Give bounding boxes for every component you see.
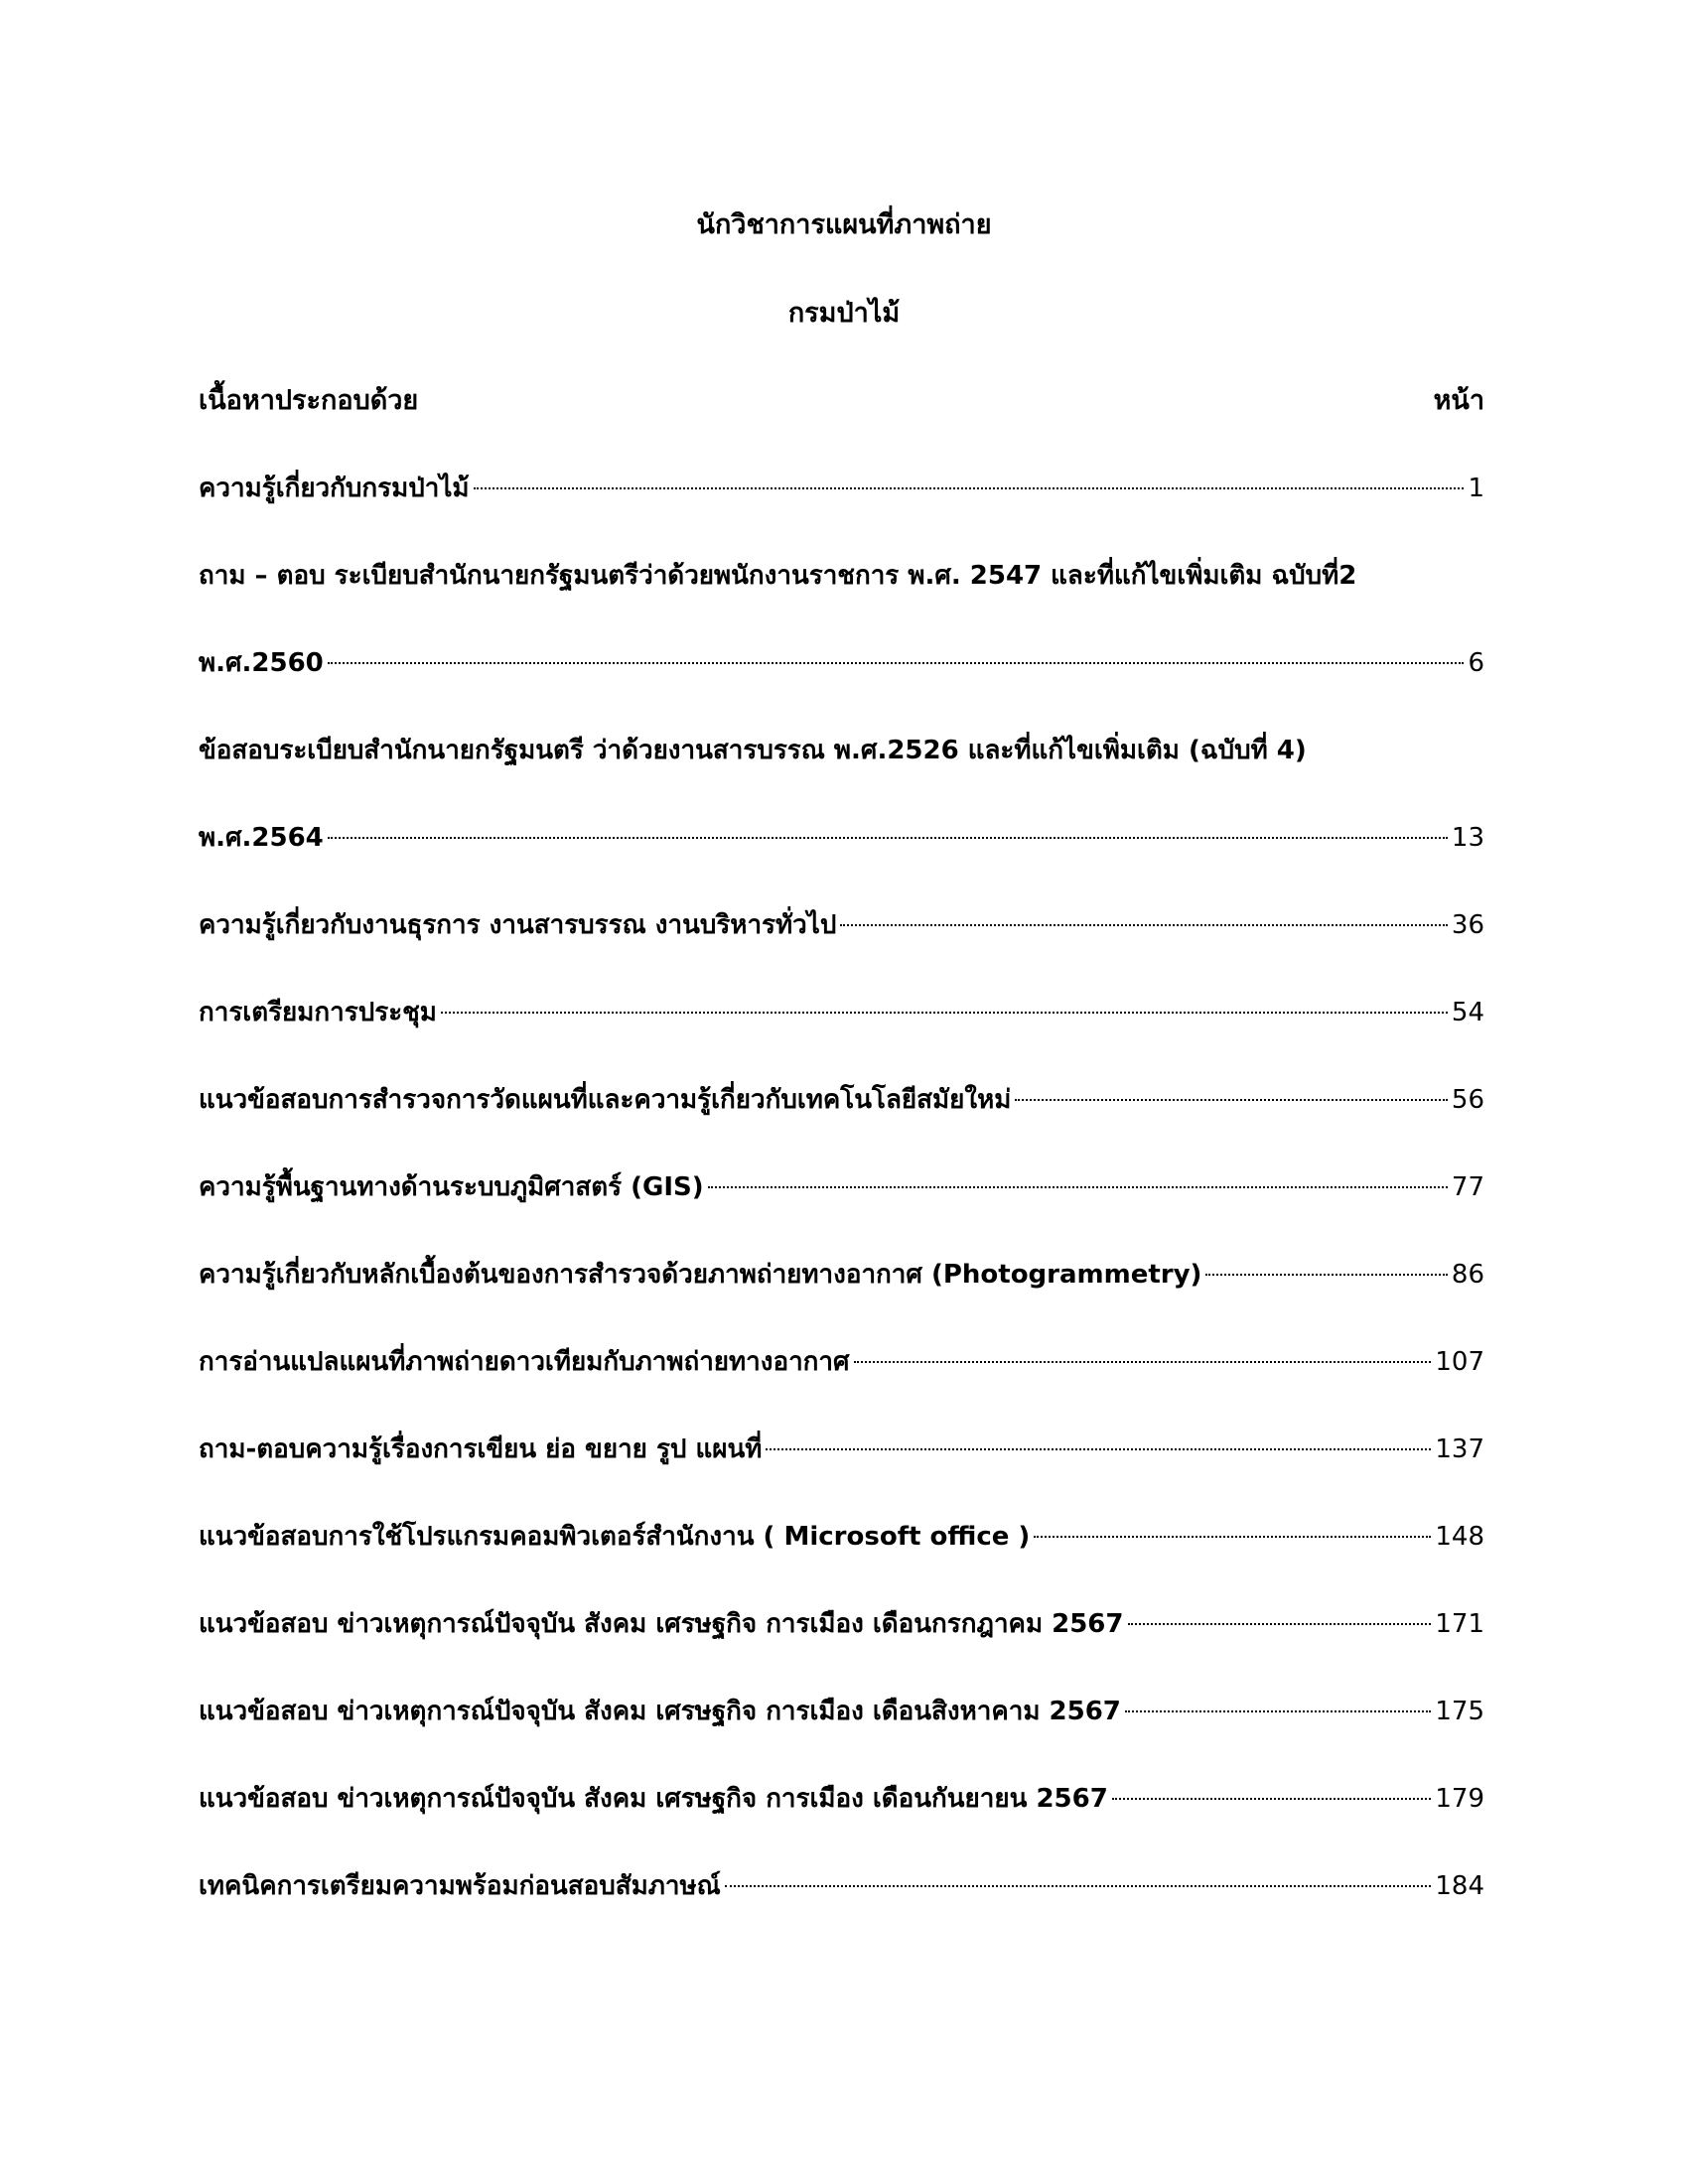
toc-entry-page: 36 [1451,910,1484,940]
toc-entry [199,993,1484,1032]
contents-heading: เนื้อหาประกอบด้วย [199,385,419,416]
toc-entry [199,731,1484,770]
toc-entry-page: 171 [1435,1609,1484,1639]
toc-entry [199,556,1484,596]
dot-leader [725,1885,1432,1887]
dot-leader [1128,1623,1432,1625]
toc-entry-label: แนวข้อสอบ ข่าวเหตุการณ์ปัจจุบัน สังคม เศรษฐกิจ การเมือง เดือนกรกฎาคม 2567 [199,1609,1124,1639]
toc-entry-label: แนวข้อสอบการสำรวจการวัดแผนที่และความรู้เกี่ยวกับเทคโนโลยีสมัยใหม่ [199,1085,1012,1115]
toc-entry [199,1342,1484,1382]
toc-entry-label: เทคนิคการเตรียมความพร้อมก่อนสอบสัมภาษณ์ [199,1871,721,1901]
toc-entry-label: ความรู้พื้นฐานทางด้านระบบภูมิศาสตร์ (GIS) [199,1172,704,1202]
toc-entry-page: 56 [1451,1085,1484,1115]
toc-entry-page: 54 [1451,998,1484,1027]
toc-entry-label: แนวข้อสอบ ข่าวเหตุการณ์ปัจจุบัน สังคม เศรษฐกิจ การเมือง เดือนกันยายน 2567 [199,1784,1108,1814]
dot-leader [1034,1536,1431,1538]
toc-entry-page: 13 [1451,823,1484,853]
document-title: นักวิชาการแผนที่ภาพถ่าย [696,209,992,240]
toc-entry-page: 137 [1435,1434,1484,1464]
toc-entry-label: แนวข้อสอบ ข่าวเหตุการณ์ปัจจุบัน สังคม เศรษฐกิจ การเมือง เดือนสิงหาคาม 2567 [199,1697,1121,1726]
toc-entry [199,1866,1484,1906]
toc-entry-label: พ.ศ.2560 [199,648,324,678]
toc-entry [199,469,1484,508]
toc-entry-page: 184 [1435,1871,1484,1901]
dot-leader [840,924,1448,926]
dot-leader [474,487,1465,489]
toc-entry-label: ความรู้เกี่ยวกับงานธุรการ งานสารบรรณ งานบริหารทั่วไป [199,910,837,940]
dot-leader [1205,1274,1447,1276]
toc-entry-page: 179 [1435,1784,1484,1814]
toc-entry-page: 86 [1451,1260,1484,1290]
dot-leader [328,662,1465,664]
toc-entry-page: 6 [1468,648,1484,678]
toc-entry-label: พ.ศ.2564 [199,823,324,853]
toc-entry [199,1779,1484,1819]
dot-leader [708,1186,1448,1188]
dot-leader [854,1361,1432,1363]
toc-entry [199,1517,1484,1557]
toc-entry [199,1604,1484,1644]
dot-leader [441,1012,1448,1014]
document-subtitle: กรมป่าไม้ [787,298,901,329]
dot-leader [1015,1099,1448,1101]
toc-entry-label: ถาม – ตอบ ระเบียบสำนักนายกรัฐมนตรีว่าด้วยพนักงานราชการ พ.ศ. 2547 และที่แก้ไขเพิ่มเติม ฉบับที่2 [199,561,1357,591]
toc-entry-label: ความรู้เกี่ยวกับกรมป่าไม้ [199,474,470,503]
toc-entry-label: ข้อสอบระเบียบสำนักนายกรัฐมนตรี ว่าด้วยงานสารบรรณ พ.ศ.2526 และที่แก้ไขเพิ่มเติม (ฉบับที่ 4) [199,736,1307,765]
toc-entry-label: แนวข้อสอบการใช้โปรแกรมคอมพิวเตอร์สำนักงาน ( Microsoft office ) [199,1522,1031,1552]
toc-entry-page: 1 [1468,474,1484,503]
toc-entry-label: ถาม-ตอบความรู้เรื่องการเขียน ย่อ ขยาย รูป แผนที่ [199,1434,763,1464]
toc-entry-label: การอ่านแปลแผนที่ภาพถ่ายดาวเทียมกับภาพถ่ายทางอากาศ [199,1347,850,1377]
toc-entry [199,1430,1484,1469]
toc-entry [199,818,1484,858]
toc-entry-page: 77 [1451,1172,1484,1202]
dot-leader [1112,1798,1432,1800]
toc-header [199,381,1484,421]
toc-entry [199,905,1484,945]
dot-leader [1125,1710,1431,1712]
toc-entry-page: 107 [1435,1347,1484,1377]
page-heading: หน้า [1433,385,1484,416]
toc-entry [199,1167,1484,1207]
dot-leader [328,837,1448,839]
toc-entry-label: ความรู้เกี่ยวกับหลักเบื้องต้นของการสำรวจด้วยภาพถ่ายทางอากาศ (Photogrammetry) [199,1260,1202,1290]
toc-entry-label: การเตรียมการประชุม [199,998,437,1027]
toc-entry [199,1255,1484,1295]
dot-leader [766,1448,1431,1450]
toc-entry-page: 148 [1435,1522,1484,1552]
toc-entry [199,1080,1484,1120]
toc-entry [199,643,1484,683]
toc-entry [199,1692,1484,1731]
toc-entry-page: 175 [1435,1697,1484,1726]
